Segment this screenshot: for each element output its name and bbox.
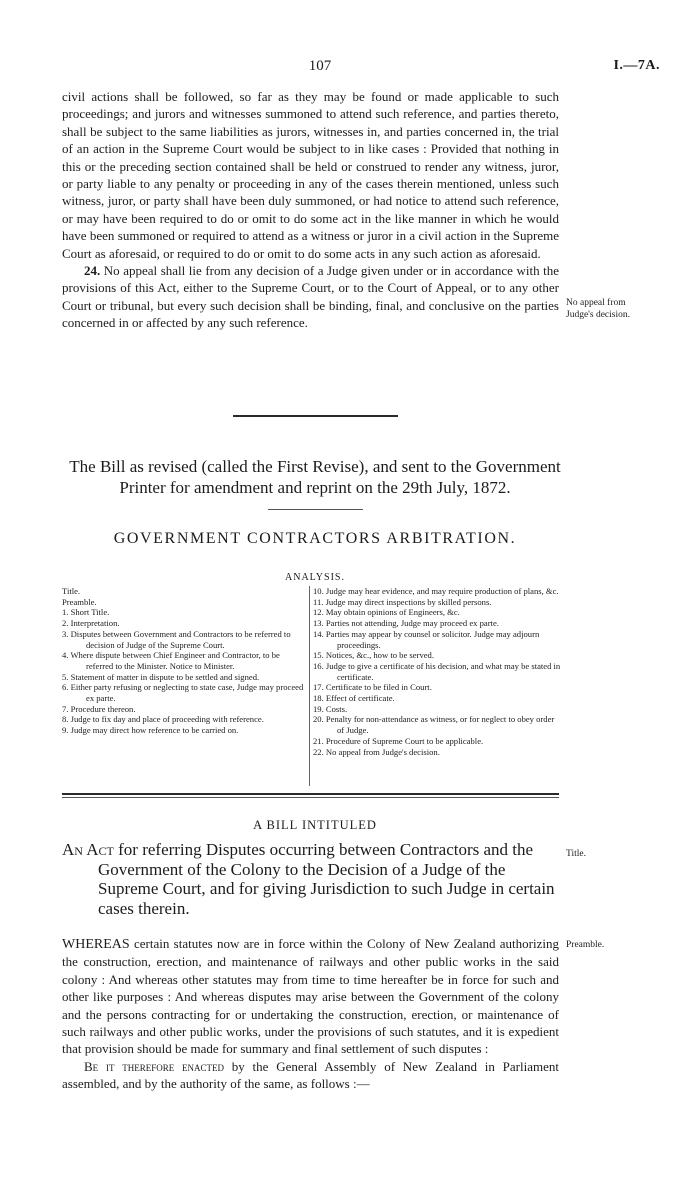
- analysis-item: 1. Short Title.: [62, 607, 110, 618]
- act-title-text: [62, 840, 559, 918]
- analysis-item: 5. Statement of matter in dispute to be settled and signed.: [62, 671, 260, 682]
- analysis-item: 8. Judge to fix day and place of proceeding with reference.: [62, 714, 264, 725]
- section-24-number: 24.: [84, 263, 101, 279]
- margin-note-title: Title.: [566, 849, 586, 859]
- analysis-item: 2. Interpretation.: [62, 618, 120, 629]
- analysis-item: 7. Procedure thereon.: [62, 703, 136, 714]
- margin-note-preamble: Preamble.: [566, 940, 605, 950]
- act-title-rest: for referring Disputes occurring between Contractors and the Government of the Colony to the Decision of a Judge of the Supreme Court, and for giving Jurisdiction to such Judge in certain cases therein.: [98, 840, 555, 918]
- section-24-paragraph: [62, 262, 559, 332]
- analysis-item: 4. Where dispute between Chief Engineer and Contractor, to be referred to the Minister. Notice to Minister.: [62, 650, 280, 671]
- analysis-left-column: [62, 586, 304, 736]
- analysis-item: 15. Notices, &c., how to be served.: [313, 650, 435, 661]
- enacting-clause: [62, 1058, 559, 1093]
- preamble: [62, 935, 559, 1093]
- revise-note: The Bill as revised (called the First Revise), and sent to the Government Printer for amendment and reprint on the 29th July, 1872.: [69, 457, 561, 497]
- paper-reference: I.—7A.: [613, 58, 660, 73]
- short-divider: [268, 509, 363, 510]
- analysis-item: 13. Parties not attending, Judge may proceed ex parte.: [313, 618, 499, 629]
- analysis-bottom-rule: [62, 793, 559, 795]
- page-number: 107: [308, 58, 332, 74]
- bill-heading: GOVERNMENT CONTRACTORS ARBITRATION.: [113, 530, 517, 547]
- section-divider: [233, 415, 398, 417]
- analysis-item: 3. Disputes between Government and Contractors to be referred to decision of Judge of the Supreme Court.: [62, 628, 291, 650]
- analysis-item: 16. Judge to give a certificate of his decision, and what may be stated in certificate.: [313, 660, 561, 682]
- preamble-whereas: WHEREAS: [62, 937, 130, 952]
- analysis-item: 12. May obtain opinions of Engineers, &c.: [313, 607, 460, 618]
- section-continuation: [62, 88, 559, 332]
- margin-note-no-appeal: No appeal from Judge's decision.: [566, 298, 630, 320]
- preamble-paragraph: [62, 935, 559, 1058]
- analysis-right-column: [313, 586, 563, 757]
- analysis-item: 17. Certificate to be filed in Court.: [313, 682, 432, 693]
- analysis-item: 14. Parties may appear by counsel or solicitor. Judge may adjourn proceedings.: [313, 628, 540, 650]
- bill-intituled: A BILL INTITULED: [253, 818, 377, 832]
- section-24-text: No appeal shall lie from any decision of a Judge given under or in accordance with the provisions of this Act, either to the Supreme Court, or to the Court of Appeal, or to any other Court or tribunal, but every such decision shall be binding, final, and conclusive on the parties concerned in or affected by any such reference.: [62, 263, 560, 331]
- analysis-item: 10. Judge may hear evidence, and may require production of plans, &c.: [313, 586, 559, 596]
- analysis-item: 18. Effect of certificate.: [313, 693, 395, 704]
- analysis-item: 20. Penalty for non-attendance as witness, or for neglect to obey order of Judge.: [313, 714, 555, 736]
- analysis-item: 6. Either party refusing or neglecting to state case, Judge may proceed ex parte.: [62, 682, 304, 704]
- preamble-text: certain statutes now are in force within the Colony of New Zealand authorizing the construction, erection, and maintenance of railways and other public works in the said colony : And whereas other statutes may from time to time hereafter be in force for such and other like purposes : And whereas disputes may arise between the Government of the colony and the persons contracting for or undertaking the construction, erection, or maintenance of such railways and other public works, under the provisions of such statutes, and it is expedient that provision should be made for summary and final settlement of such disputes :: [62, 936, 559, 1057]
- analysis-bottom-rule-thin: [62, 797, 559, 798]
- continuation-paragraph: civil actions shall be followed, so far as they may be found or made applicable to such proceedings; and jurors and witnesses summoned to attend such reference, and parties thereto, shall be subject to the same liabilities as jurors, witnesses in, and parties concerned in, the trial of an action in the Supreme Court would be subject to in like cases : Provided that nothing in this or the preceding section contained shall be held or construed to render any witness, juror, or party liable to any penalty or proceeding in any of the cases therein mentioned, unless such witness, juror, or party shall have been duly summoned, or had notice to attend such reference, or may have been required to do or omit to do some act in the like manner in which he would have been summoned or required to attend as a witness or juror in a civil action in the Supreme Court as aforesaid, or required to do or omit to do some acts in any such action as aforesaid.: [62, 89, 559, 261]
- act-title-lead: An Act: [62, 840, 114, 859]
- analysis-item: 21. Procedure of Supreme Court to be applicable.: [313, 735, 484, 746]
- analysis-item: Title.: [62, 586, 81, 596]
- analysis-item: 22. No appeal from Judge's decision.: [313, 746, 440, 757]
- enacting-text: by the General Assembly of New Zealand in Parliament assembled, and by the authority of the same, as follows :—: [62, 1058, 559, 1092]
- analysis-left-list: [62, 586, 304, 736]
- analysis-item: Preamble.: [62, 596, 97, 607]
- enacting-lead: Be it therefore enacted: [84, 1058, 224, 1074]
- analysis-right-list: [313, 586, 563, 757]
- analysis-item: 9. Judge may direct how reference to be carried on.: [62, 725, 239, 736]
- act-title: [62, 840, 559, 918]
- analysis-item: 19. Costs.: [313, 703, 348, 714]
- analysis-label: ANALYSIS.: [285, 572, 345, 583]
- analysis-item: 11. Judge may direct inspections by skilled persons.: [313, 596, 492, 607]
- analysis-column-divider: [309, 586, 310, 786]
